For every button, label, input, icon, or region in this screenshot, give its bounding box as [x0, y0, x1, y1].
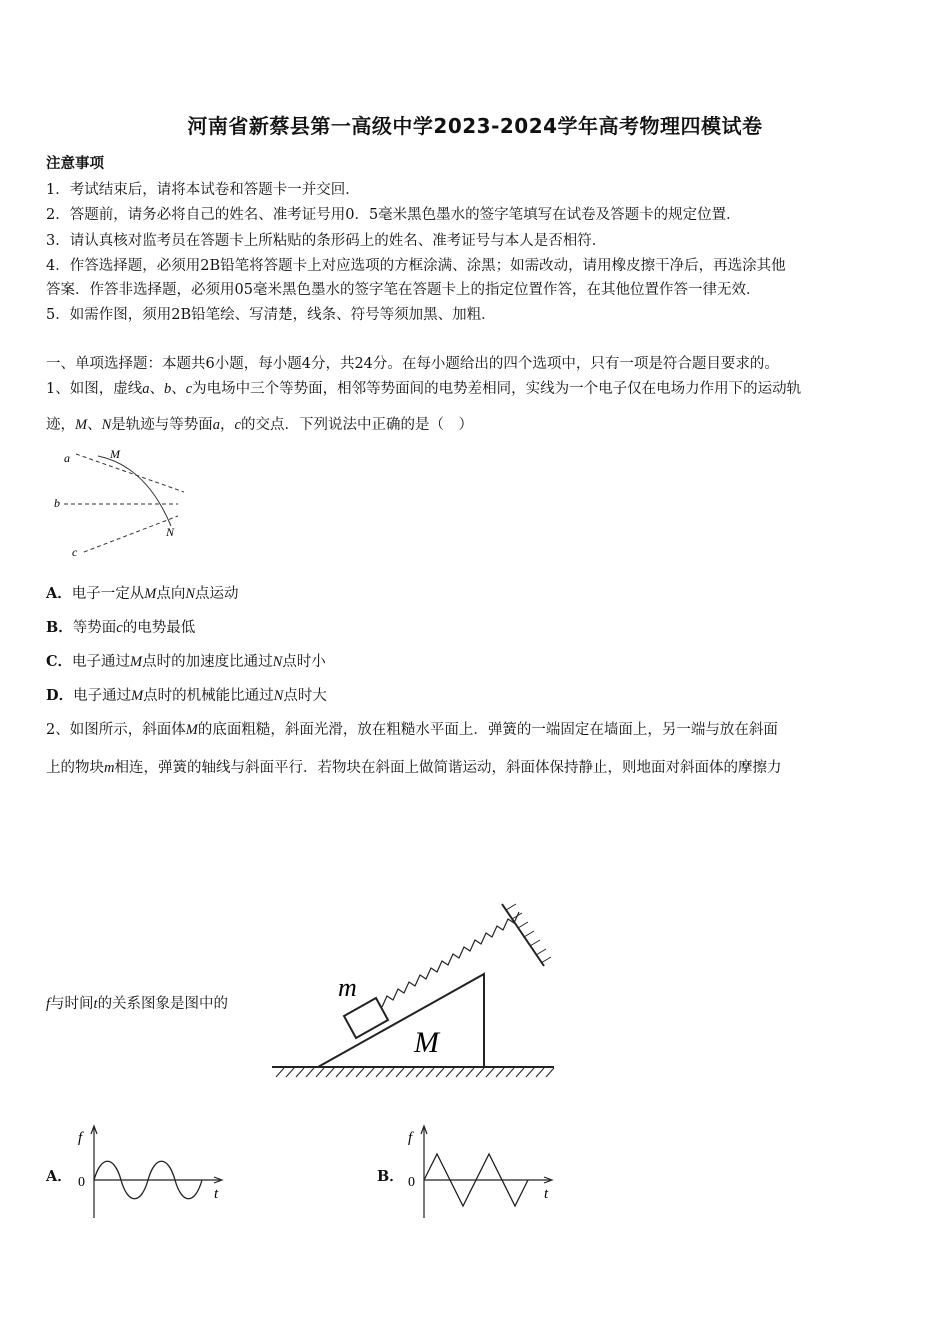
label-m: m — [338, 973, 357, 1002]
notice-item: 2．答题前，请务必将自己的姓名、准考证号用0．5毫米黑色墨水的签字笔填写在试卷及答题卡的规定位置． — [46, 207, 741, 223]
graph-b-label[interactable]: B． — [377, 1168, 404, 1185]
graph-b[interactable] — [404, 1120, 564, 1225]
text: 点时的加速度比通过 — [142, 654, 273, 670]
electron-trajectory — [98, 456, 171, 526]
var: N — [272, 654, 283, 670]
option-letter: C． — [46, 653, 73, 670]
equipotential-a — [76, 454, 184, 492]
option-letter: D． — [46, 687, 74, 704]
var-t: t — [93, 996, 98, 1012]
q2-stem-line-2 — [46, 756, 781, 777]
text: 是轨迹与等势面 — [111, 417, 213, 433]
text: 点时大 — [283, 688, 327, 704]
axis-x-label: t — [544, 1186, 549, 1202]
var: N — [185, 586, 196, 602]
label-c: c — [72, 545, 78, 559]
notice-item: 5．如需作图，须用2B铅笔绘、写清楚，线条、符号等须加黑、加粗． — [46, 307, 496, 323]
var-M: M — [185, 722, 198, 738]
var: M — [131, 688, 144, 704]
q1-figure — [46, 440, 206, 570]
text: ， — [220, 417, 235, 433]
text: 、 — [87, 417, 102, 433]
text: 电子通过 — [73, 688, 132, 704]
section-heading: 一、单项选择题：本题共6小题，每小题4分，共24分。在每小题给出的四个选项中，只有一项是符合题目要求的。 — [46, 356, 779, 372]
q1-option-c[interactable] — [46, 650, 326, 671]
origin-label: 0 — [78, 1175, 85, 1190]
option-letter: A． — [46, 585, 72, 602]
q1-stem-line-1 — [46, 377, 801, 398]
var: N — [273, 688, 284, 704]
var: M — [144, 586, 157, 602]
text: 的交点．下列说法中正确的是（ ） — [240, 417, 473, 433]
var-m: m — [104, 760, 115, 776]
notice-item: 3．请认真核对监考员在答题卡上所粘贴的条形码上的姓名、准考证号与本人是否相符． — [46, 233, 607, 249]
var-N: N — [101, 417, 112, 433]
wall-hatch — [506, 904, 551, 963]
text: 电子一定从 — [71, 586, 145, 602]
text: 的关系图象是图中的 — [97, 996, 229, 1012]
text: 为电场中三个等势面，相邻等势面间的电势差相同，实线为一个电子仅在电场力作用下的运动轨 — [192, 381, 802, 397]
text: 2、如图所示，斜面体 — [46, 722, 186, 738]
var-M: M — [75, 417, 88, 433]
text: 1、如图，虚线 — [46, 381, 143, 397]
notice-item: 答案．作答非选择题，必须用05毫米黑色墨水的签字笔在答题卡上的指定位置作答，在其他位置作答一律无效． — [46, 282, 761, 298]
var-c: c — [234, 417, 241, 433]
text: 点时小 — [282, 654, 326, 670]
text: 的电势最低 — [122, 620, 196, 636]
axis-y-label: f — [408, 1130, 413, 1146]
origin-label: 0 — [408, 1175, 415, 1190]
axis-x-label: t — [214, 1186, 219, 1202]
q1-stem-line-2 — [46, 413, 473, 434]
q2-figure — [268, 890, 568, 1085]
text: 、 — [149, 381, 164, 397]
q1-option-b[interactable] — [46, 616, 195, 637]
text: 与时间 — [50, 996, 94, 1012]
option-letter: B． — [46, 619, 73, 636]
text: 、 — [171, 381, 186, 397]
text: 相连，弹簧的轴线与斜面平行．若物块在斜面上做简谐运动，斜面体保持静止，则地面对斜面体的摩擦力 — [114, 760, 782, 776]
wall — [502, 904, 544, 966]
var: c — [116, 620, 123, 636]
var: M — [130, 654, 143, 670]
q2-stem-line-3 — [46, 992, 228, 1013]
q2-stem-line-1 — [46, 718, 778, 739]
axis-y-label: f — [78, 1130, 83, 1146]
graph-a-label[interactable]: A． — [46, 1168, 72, 1185]
text: 的底面粗糙，斜面光滑，放在粗糙水平面上．弹簧的一端固定在墙面上，另一端与放在斜面 — [197, 722, 778, 738]
var-a: a — [212, 417, 221, 433]
text: 等势面 — [72, 620, 117, 636]
q1-option-d[interactable] — [46, 684, 327, 705]
graph-a[interactable] — [74, 1120, 234, 1225]
ground-hatch — [276, 1068, 554, 1077]
var-f: f — [46, 996, 51, 1012]
var-a: a — [142, 381, 150, 397]
text: 迹， — [46, 417, 75, 433]
var-c: c — [185, 381, 193, 397]
label-N: N — [166, 525, 175, 539]
text: 点向 — [156, 586, 186, 602]
label-M: M — [110, 447, 120, 461]
equipotential-c — [84, 516, 178, 552]
label-a: a — [64, 451, 70, 465]
text: 点运动 — [195, 586, 239, 602]
notice-item: 1．考试结束后，请将本试卷和答题卡一并交回． — [46, 182, 360, 198]
notice-heading: 注意事项 — [46, 155, 104, 172]
q1-option-a[interactable] — [46, 582, 239, 603]
text: 上的物块 — [46, 760, 104, 776]
page-title: 河南省新蔡县第一高级中学2023-2024学年高考物理四模试卷 — [187, 114, 763, 138]
label-M: M — [414, 1026, 439, 1059]
text: 点时的机械能比通过 — [143, 688, 274, 704]
text: 电子通过 — [72, 654, 131, 670]
var-b: b — [163, 381, 172, 397]
label-b: b — [54, 496, 60, 510]
notice-item: 4．作答选择题，必须用2B铅笔将答题卡上对应选项的方框涂满、涂黑；如需改动，请用橡皮擦干净后，再选涂其他 — [46, 258, 786, 274]
